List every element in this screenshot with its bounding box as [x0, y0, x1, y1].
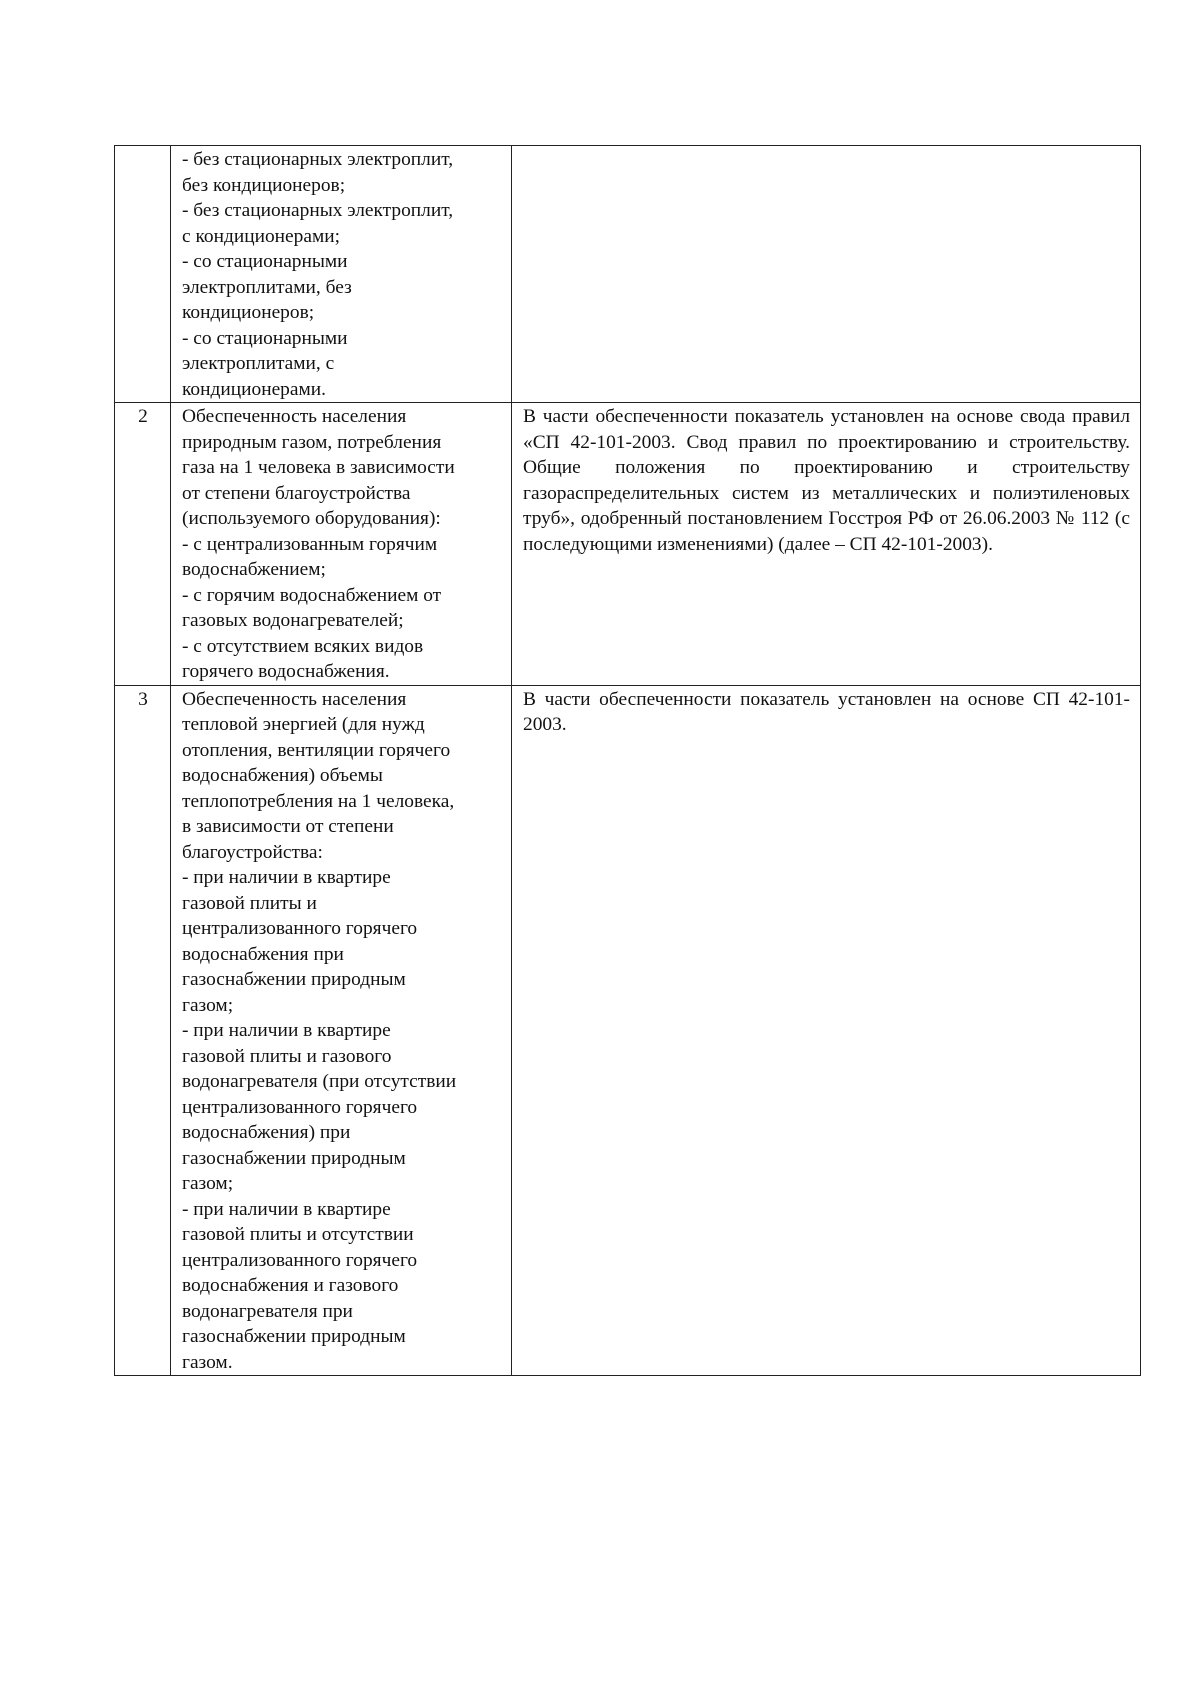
row-number: 2	[115, 403, 171, 686]
row-number	[115, 146, 171, 403]
table-row	[115, 403, 1141, 686]
indicator-description: Обеспеченность населения природным газом, потребления газа на 1 человека в зависимости от степени благоустройства (используемого оборудования): - с централизованным горячим водоснабжением; - с горячим водоснабжением от газовых водонагревателей; - с отсутствием всяких видов горячего водоснабжения.	[171, 403, 512, 686]
indicator-description: - без стационарных электроплит, без кондиционеров; - без стационарных электроплит, с кондиционерами; - со стационарными электроплитами, без кондиционеров; - со стационарными электроплитами, с кондиционерами.	[171, 146, 512, 403]
table-row	[115, 146, 1141, 403]
indicator-description: Обеспеченность населения тепловой энергией (для нужд отопления, вентиляции горячего водоснабжения) объемы теплопотребления на 1 человека, в зависимости от степени благоустройства: - при наличии в квартире газовой плиты и централизованного горячего водоснабжения при газоснабжении природным газом; - при наличии в квартире газовой плиты и газового водонагревателя (при отсутствии централизованного горячего водоснабжения) при газоснабжении природным газом; - при наличии в квартире газовой плиты и отсутствии централизованного горячего водоснабжения и газового водонагревателя при газоснабжении природным газом.	[171, 685, 512, 1376]
indicator-basis: В части обеспеченности показатель установлен на основе свода правил «СП 42-101-2003. Свод правил по проектированию и строительству. Общие положения по проектированию и строительству газораспределительных систем из металлических и полиэтиленовых труб», одобренный постановлением Госстроя РФ от 26.06.2003 № 112 (с последующими изменениями) (далее – СП 42-101-2003).	[512, 403, 1141, 686]
document-table	[114, 145, 1141, 1376]
table-row	[115, 685, 1141, 1376]
row-number: 3	[115, 685, 171, 1376]
indicator-basis	[512, 146, 1141, 403]
indicator-basis: В части обеспеченности показатель установлен на основе СП 42-101-2003.	[512, 685, 1141, 1376]
